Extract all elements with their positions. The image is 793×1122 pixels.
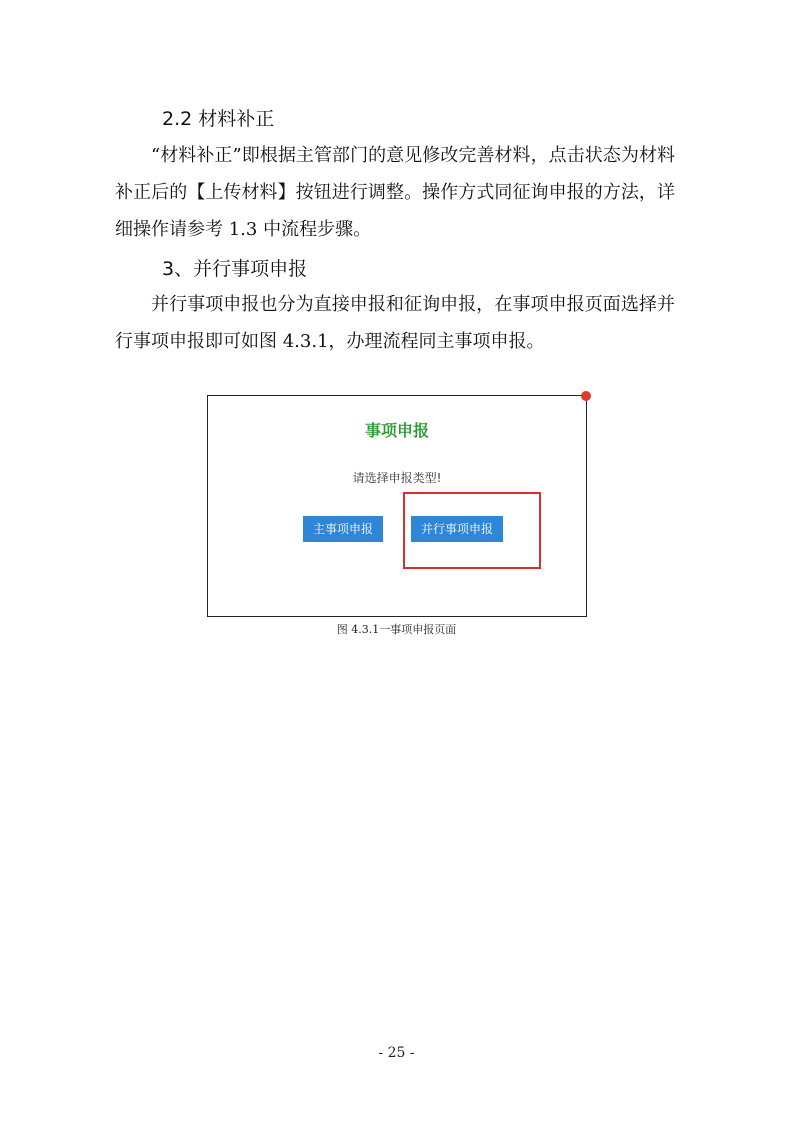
page-number: - 25 - — [378, 1045, 415, 1061]
section-paragraph-2-2: “材料补正”即根据主管部门的意见修改完善材料，点击状态为材料补正后的【上传材料】按钮进行调整。操作方式同征询申报的方法，详细操作请参考 1.3 中流程步骤。 — [115, 145, 675, 240]
figure-caption: 图 4.3.1一事项申报页面 — [336, 623, 457, 636]
section-heading-2-2: 2.2 材料补正 — [162, 108, 275, 130]
figure-screenshot — [207, 395, 587, 617]
dialog-prompt: 请选择申报类型! — [352, 471, 442, 485]
section-paragraph-3: 并行事项申报也分为直接申报和征询申报，在事项申报页面选择并行事项申报即可如图 4.3.1，办理流程同主事项申报。 — [115, 294, 675, 352]
main-item-declare-button[interactable]: 主事项申报 — [303, 516, 383, 542]
dialog-title: 事项申报 — [364, 421, 429, 440]
parallel-item-declare-button[interactable]: 并行事项申报 — [411, 516, 503, 542]
close-dot-icon[interactable] — [581, 391, 591, 401]
section-heading-3: 3、并行事项申报 — [162, 258, 308, 280]
